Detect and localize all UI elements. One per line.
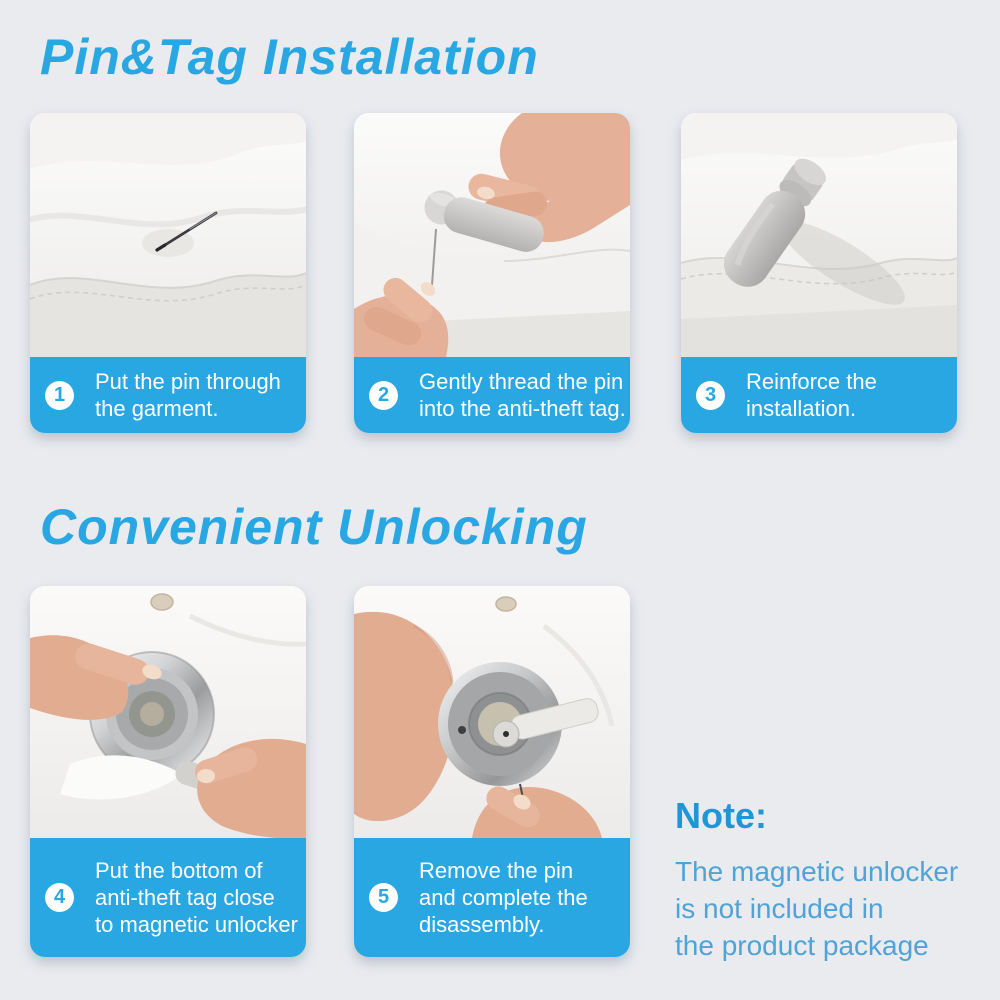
shirt-button xyxy=(496,597,516,611)
step-caption-4 xyxy=(30,838,306,957)
step-text xyxy=(419,857,588,938)
step-text xyxy=(419,368,626,422)
step-card-4 xyxy=(30,586,306,957)
step-number-badge: 5 xyxy=(369,883,398,912)
caption-line: Remove the pin xyxy=(419,858,574,883)
caption-line: disassembly. xyxy=(419,912,545,937)
caption-line: into the anti-theft tag. xyxy=(419,396,626,421)
step-number-badge: 4 xyxy=(45,883,74,912)
step-caption-2 xyxy=(354,357,630,433)
step-text xyxy=(95,857,298,938)
remove-pin-image xyxy=(354,586,630,838)
caption-line: installation. xyxy=(746,396,857,421)
photo-thread-pin-into-tag xyxy=(354,113,630,357)
note-heading: Note: xyxy=(675,795,767,836)
step-number-badge: 1 xyxy=(45,381,74,410)
note-line: is not included in xyxy=(675,893,884,924)
note-line: The magnetic unlocker xyxy=(675,856,959,887)
step-card-3 xyxy=(681,113,957,433)
step-number-badge: 3 xyxy=(696,381,725,410)
unlocker-hole xyxy=(458,726,466,734)
caption-line: the garment. xyxy=(95,396,219,421)
pin-through-garment-image xyxy=(30,113,306,357)
photo-pin-through-garment xyxy=(30,113,306,357)
step-caption-1 xyxy=(30,357,306,433)
photo-tag-on-unlocker xyxy=(30,586,306,838)
step-card-1 xyxy=(30,113,306,433)
caption-line: Reinforce the xyxy=(746,369,877,394)
thread-pin-image xyxy=(354,113,630,357)
caption-line: and complete the xyxy=(419,885,588,910)
shirt-button xyxy=(151,594,173,610)
step-text xyxy=(746,368,877,422)
step-card-5 xyxy=(354,586,630,957)
step-text xyxy=(95,368,281,422)
caption-line: Gently thread the pin xyxy=(419,369,624,394)
caption-line: to magnetic unlocker xyxy=(95,912,298,937)
caption-line: Put the pin through xyxy=(95,369,281,394)
photo-tag-installed xyxy=(681,113,957,357)
title-pin-tag-installation: Pin&Tag Installation xyxy=(40,29,539,85)
note xyxy=(675,795,958,964)
step-caption-3 xyxy=(681,357,957,433)
step-caption-5 xyxy=(354,838,630,957)
tag-on-unlocker-image xyxy=(30,586,306,838)
note-line: the product package xyxy=(675,930,929,961)
note-body xyxy=(675,853,958,964)
fingernail xyxy=(197,769,215,783)
step-card-2 xyxy=(354,113,630,433)
step-number-badge: 2 xyxy=(369,381,398,410)
tag-installed-image xyxy=(681,113,957,357)
caption-line: Put the bottom of xyxy=(95,858,263,883)
photo-remove-pin xyxy=(354,586,630,838)
title-convenient-unlocking: Convenient Unlocking xyxy=(40,499,588,555)
caption-line: anti-theft tag close xyxy=(95,885,275,910)
